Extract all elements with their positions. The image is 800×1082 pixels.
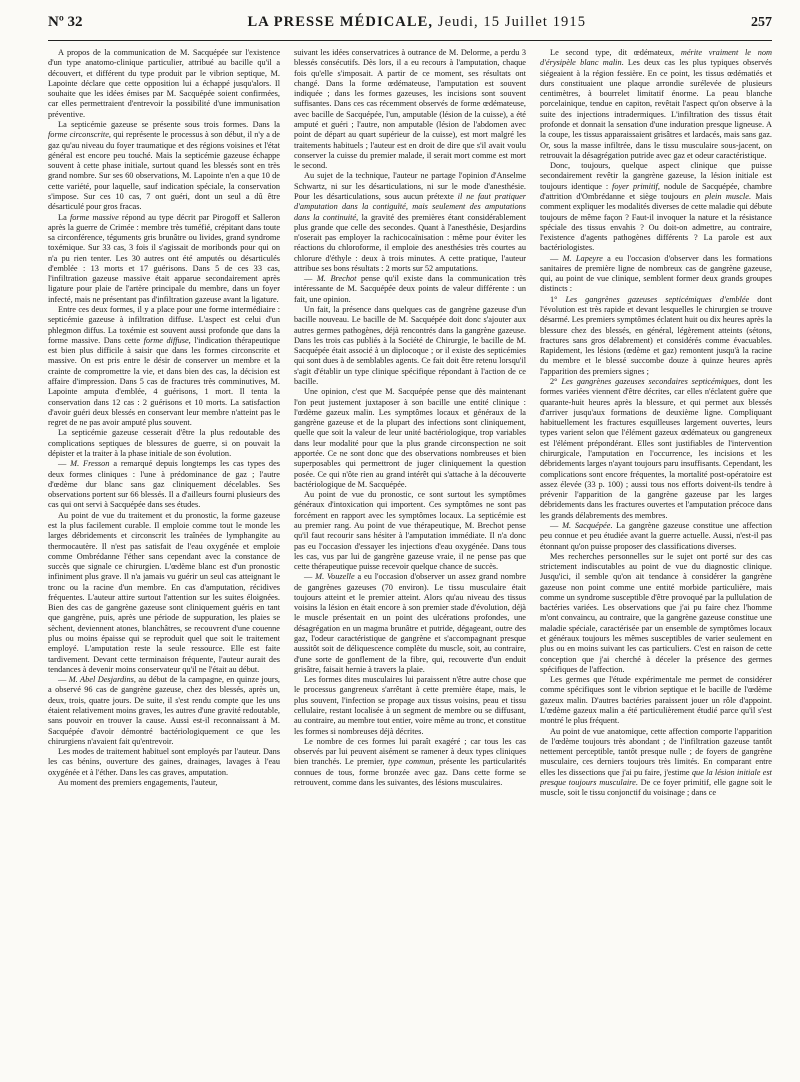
paragraph: — M. Fresson a remarqué depuis longtemps les cas types des deux formes cliniques : l'une à prédominance de gaz ; l'autre d'œdème dur blanc sans gaz cliniquement décelables. Ses observations portent sur 66 blessés. Il a d'ailleurs fourni plusieurs des cas qui ont servi à Sacquépée dans ses études. (48, 459, 280, 510)
paragraph: Au point de vue anatomique, cette affection comporte l'apparition de l'œdème toujours très abondant ; de l'infiltration gazeuse tantôt nettement perceptible, tantôt presque nulle ; de foyers de gangrène musculaire, ces derniers toujours très limités. En comparant entre elles les dissections que j'ai pu faire, j'estime que la lésion initiale est presque toujours musculaire. De ce foyer primitif, elle gagne soit le muscle, soit le tissu conjonctif du voisinage ; dans ce (540, 726, 772, 798)
paragraph: A propos de la communication de M. Sacquépée sur l'existence d'un type anatomo-clinique particulier, attribué au bacille qu'il a découvert, et différent du type produit par le vibrion septique, M. Lapointe déclare que cette opposition lui a échappé jusqu'alors. Il souhaite que les idées émises par M. Sacquépée soient confirmées, car elles permettraient d'entrevoir la possibilité d'une immunisation préventive. (48, 48, 280, 119)
paragraph: Au moment des premiers engagements, l'auteur, (58, 777, 218, 787)
paragraph: Le nombre de ces formes lui paraît exagéré ; car tous les cas observés par lui peuvent aisément se ramener à deux types cliniques bien tranchés. Le premier, type commun, présente les particularités connues de tous, forme bronzée avec gaz. Dans cette forme se retrouvent, comme dans les suivantes, des lésions musculaires. (294, 736, 526, 787)
paragraph: 1° Les gangrènes gazeuses septicémiques d'emblée dont l'évolution est très rapide et devant lesquelles le chirurgien se trouve désarmé. Les premiers symptômes éclatent huit ou dix heures après la blessure chez des blessés, en général, légèrement atteints (sétons, fractures sans gros délabrement) et considérés comme évacuables. Rapidement, les lésions (œdème et gaz) remontent jusqu'à la racine du membre et le blessé succombe douze à quinze heures après l'apparition des premiers signes ; (540, 294, 772, 376)
paragraph: La septicémie gazeuse se présente sous trois formes. Dans la forme circonscrite, qui représente le processus à son début, il n'y a de gaz qu'au niveau du foyer traumatique et des régions voisines et l'état général est encore peu touché. Mais la septicémie gazeuse échappe souvent à cette phase initiale, surtout quand les blessés sont en très grand nombre. Sur ses 60 observations, M. Lapointe n'en a que 10 de cette variété, pour laquelle, sauf indication spéciale, la conservation s'impose. Sur ces 10 cas, 7 ont guéri, dont un seul a dû être désarticulé pour gros fracas. (48, 119, 280, 212)
paragraph: Au point de vue du traitement et du pronostic, la forme gazeuse est la plus facilement curable. Il emploie comme tout le monde les larges débridements et circonscrit les traînées de lymphangite au thermocautère. Il n'est pas satisfait de l'eau oxygénée et emploie comme Ombrédanne l'éther sans cependant avec la constance de succès que signale ce chirurgien. L'œdème blanc est d'un pronostic infiniment plus grave. Il n'a jamais vu guérir un seul cas atteignant le tronc ou la racine d'un membre. En cas d'amputation, récidives fréquentes. L'auteur attire surtout l'attention sur les suites éloignées. Bien des cas de gangrène gazeuse sont cliniquement guéris en tant que gangrène, puis, après une période de suppuration, les plaies se sèchent, deviennent atones, blanchâtres, se recouvrent d'une couenne plus ou moins épaisse qui se reproduit quel que soit le traitement employé. L'amputation reste la seule ressource. Elle est faite tardivement. Devant cette terminaison fréquente, l'auteur aurait des tendances à devenir moins conservateur qu'il ne l'était au début. (48, 510, 280, 674)
paragraph: — M. Sacquépée. La gangrène gazeuse constitue une affection peu connue et peu étudiée avant la guerre actuelle. Aussi, n'est-il pas étonnant qu'on puisse proposer des classifications diverses. (540, 520, 772, 551)
paragraph: Au point de vue du pronostic, ce sont surtout les symptômes généraux d'intoxication qui importent. Ces symptômes ne sont pas forcément en rapport avec les symptômes locaux. La septicémie est au premier rang. Au point de vue thérapeutique, M. Brechot pense qu'il faut recourir sans hésiter à l'amputation immédiate. Il n'a donc pas eu l'occasion d'essayer les injections d'eau oxygénée. Dans tous les cas, vus par lui de gangrène gazeuse vraie, il ne pense pas que cette thérapeutique puisse recevoir quelque chance de succès. (294, 490, 526, 572)
issue-number: Nº 32 (48, 14, 83, 30)
paragraph: suivant les idées conservatrices à outrance de M. Delorme, a perdu 3 blessés consécutifs. Dès lors, il a eu recours à l'amputation, chaque fois qu'elle s'imposait. A partir de ce moment, ses résultats ont changé. Dans la forme œdémateuse, l'amputation est souvent indiquée ; dans les formes gazeuses, les incisions sont souvent suffisantes. Dans ces cas récemment observés de forme œdémateuse, avec bacille de Sacquépée, l'un, amputable (lésion de la cuisse), a été amputé et guéri ; l'autre, non amputable (lésion de l'abdomen avec point de départ au quart supérieur de la cuisse), est mort malgré les traitements habituels ; l'auteur est en droit de dire que s'il avait voulu conserver la cuisse du premier malade, il serait mort comme est mort le second. (294, 48, 526, 171)
paragraph: La forme massive répond au type décrit par Pirogoff et Salleron après la guerre de Crimée : membre très tuméfié, crépitant dans toute sa circonférence, téguments gris brunâtre ou livides, grand syndrome toxémique. Sur 33 cas, 3 fois il s'agissait de moribonds pour qui on n'a pu rien tenter. Les 30 autres ont été amputés ou désarticulés d'emblée : 13 morts et 17 guérisons. Dans 5 de ces 33 cas, l'infiltration gazeuse massive était apparue secondairement après ligature pour plaie de l'artère principale du membre, dans un foyer infecté, mais ne présentant pas d'infiltration gazeuse avant la ligature. (48, 212, 280, 304)
paragraph: Entre ces deux formes, il y a place pour une forme intermédiaire : septicémie gazeuse à infiltration diffuse. L'aspect est celui d'un phlegmon diffus. La toxémie est souvent aussi profonde que dans la forme massive. Dans cette forme diffuse, l'indication thérapeutique est bien plus difficile à saisir que dans les formes circonscrite et massive. On est pris entre le désir de conserver un membre et la crainte de compromettre la vie, et dans bien des cas, la décision est affaire d'impression. Dans 5 cas de fractures très comminutives, M. Lapointe amputa d'emblée, 4 guérisons, 1 mort. Il tenta la conservation dans 12 cas : 2 guérisons et 10 morts. La satisfaction d'avoir guéri deux blessés en conservant leur membre n'atteint pas le regret de ne pas avoir amputé plus souvent. (48, 305, 280, 428)
paragraph: Un fait, la présence dans quelques cas de gangrène gazeuse d'un bacille nouveau. Le bacille de M. Sacquépée doit donc s'ajouter aux autres germes pathogènes, déjà rencontrés dans la gangrène gazeuse. Dans les trois cas publiés à la Société de Chirurgie, le bacille de M. Sacquépée était associé à un diplocoque ; or il existe des septicémies qui sont dues à de semblables agents. Ce fait doit être retenu lorsqu'il s'agit d'établir un type clinique spécifique répondant à l'action de ce bacille. (294, 305, 526, 386)
journal-name: LA PRESSE MÉDICALE, (247, 14, 434, 30)
column-3 (540, 48, 772, 1060)
paragraph: 2° Les gangrènes gazeuses secondaires septicémiques, dont les formes variées viennent d'être décrites, car elles n'éclatent guère que quarante-huit heures après la blessure, et qui permet aux blessés d'arriver jusqu'aux formations de deuxième ligne. Compliquant habituellement les fractures esquilleuses largement ouvertes, leurs types varient selon que l'élément gazeux œdémateux ou gangreneux est l'élément prépondérant. Elles sont justifiables de l'intervention chirurgicale, l'amputation en l'occurrence, les incisions et les débridements larges n'ayant toujours paru insuffisants. Cependant, les complications sont encore fréquentes, la mortalité post-opératoire est assez élevée (33 p. 100) ; aussi tous nos efforts doivent-ils tendre à prévenir l'apparition de la gangrène gazeuse par les larges débridements dans les fractures ouvertes et l'amputation précoce dans les grands délabrements des membres. (540, 377, 772, 520)
column-2 (294, 48, 526, 1060)
paragraph: Les modes de traitement habituel sont employés par l'auteur. Dans les cas bénins, ouverture des gaines, drainages, lavages à l'eau oxygénée et à l'éther. Dans les cas graves, amputation. (48, 747, 280, 777)
issue-date: Jeudi, 15 Juillet 1915 (437, 14, 587, 30)
paragraph: Une opinion, c'est que M. Sacquépée pense que dès maintenant l'on peut justement juxtaposer à son bacille une entité clinique : l'œdème gazeux malin. Les symptômes locaux et généraux de la gangrène gazeuse et de la plupart des infections sont cliniquement, quelle que soit la valeur de leur unité bactériologique, trop variables dans leur modalité pour que la plus grande circonspection ne soit apportée. Ce ne sont donc que des observations nombreuses et bien superposables qui permettront de juger cliniquement la question posée. Ce qui n'ôte rien au grand intérêt qui s'attache à la découverte bactériologique de M. Sacquépée. (294, 387, 526, 489)
running-header (48, 14, 772, 41)
column-1 (48, 48, 280, 1060)
text-columns (48, 48, 772, 1060)
paragraph: — M. Lapeyre a eu l'occasion d'observer dans les formations sanitaires de première ligne de nombreux cas de gangrène gazeuse, qui, au point de vue clinique, semblent former deux grands groupes distincts : (540, 253, 772, 294)
header-title (247, 14, 586, 31)
paragraph: Le second type, dit œdémateux, mérite vraiment le nom d'érysipèle blanc malin. Les deux cas les plus typiques observés siégeaient à la région fessière. En ce point, les tissus œdématiés et durs constituaient une plaque arrondie surélevée de plusieurs centimètres, à bourrelet limitatif énorme. La peau blanche porcelainique, tendue en capiton, revêtait l'aspect qu'on observe à la suite des injections intradermiques. L'infiltration des tissus était profonde et donnait la sensation d'une induration presque ligneuse. A la coupe, les tissus apparaissaient grisâtres et lardacés, mais sans gaz. Or, sous la masse infiltrée, dans le tissu musculaire sous-jacent, on retrouvait la désagrégation putride avec gaz et odeur caractéristique. (540, 48, 772, 160)
paragraph: Donc, toujours, quelque aspect clinique que puisse secondairement revêtir la gangrène gazeuse, la lésion initiale est toujours identique : foyer primitif, nodule de Sacquépée, chambre d'attrition d'Ombrédanne et siège toujours en plein muscle. Mais comment expliquer les modalités diverses de cette maladie qui débute toujours de même façon ? Faut-il invoquer la nature et la résistance spéciale des tissus envahis ? Ou doit-on admettre, au contraire, l'existence d'agents pathogènes différents ? La parole est aux bactériologistes. (540, 161, 772, 253)
paragraph: — M. Abel Desjardins, au début de la campagne, en quinze jours, a observé 96 cas de gangrène gazeuse, chez des blessés, après un, deux, trois, quatre jours. De suite, il s'est rendu compte que les uns étaient relativement moins graves, les autres d'une gravité redoutable, sans pouvoir en trouver la cause. Aussi est-il reconnaissant à M. Sacquépée d'avoir démontré bactériologiquement ce que les chirurgiens n'avaient fait qu'entrevoir. (48, 675, 280, 746)
paragraph: Les germes que l'étude expérimentale me permet de considérer comme spécifiques sont le vibrion septique et le bacille de l'œdème gazeux malin. D'autres bactéries paraissent jouer un rôle d'appoint. L'œdème gazeux malin a été particulièrement étudié parce qu'il s'est montré le plus fréquent. (540, 675, 772, 726)
paragraph: — M. Vouzelle a eu l'occasion d'observer un assez grand nombre de gangrènes gazeuses (70 environ). Le tissu musculaire était toujours atteint et le premier atteint. Alors qu'au niveau des tissus voisins la lésion en était encore à son premier stade d'évolution, déjà le muscle présentait en un point des ulcérations profondes, une désagrégation en un magma brunâtre et putride, dégageant, outre des gaz, l'odeur caractéristique de gangrène et s'accompagnant presque aussitôt soit de déliquescence complète du muscle, soit, au contraire, d'une sorte de gonflement de la fibre, qui, recouverte d'un enduit grisâtre, faisait hernie à travers la plaie. (294, 572, 526, 674)
paragraph: Au sujet de la technique, l'auteur ne partage l'opinion d'Anselme Schwartz, ni sur les désarticulations, ni sur le mode d'anesthésie. Pour les désarticulations, sous aucun prétexte il ne faut pratiquer d'amputation dans la contiguïté, mais seulement des amputations dans la continuité, la gravité des premières étant considérablement plus grande que celle des secondes. Quant à l'anesthésie, Desjardins n'oserait pas employer la rachicocaïnisation : même pour éviter les réactions du chloroforme, il emploie des anesthésies très courtes au chlorure d'éthyle : deux à trois minutes. A cette pratique, l'auteur attribue ses bons résultats : 2 morts sur 52 amputations. (294, 171, 526, 273)
paragraph: — M. Brechot pense qu'il existe dans la communication très intéressante de M. Sacquépée deux points de valeur différente : un fait, une opinion. (294, 274, 526, 304)
paragraph: La septicémie gazeuse cesserait d'être la plus redoutable des complications septiques de blessures de guerre, si on pouvait la dépister et la traiter à la phase initiale de son évolution. (48, 428, 280, 458)
paragraph: Les formes dites musculaires lui paraissent n'être autre chose que le processus gangreneux s'arrêtant à cette première étape, mais, le plus souvent, l'infection se propage aux tissus voisins, peau et tissu cellulaire, restant localisée à un segment de membre ou se diffusant, au contraire, au membre tout entier, voire même au tronc, et constitue les formes si nombreuses déjà décrites. (294, 675, 526, 736)
page-number: 257 (751, 15, 772, 30)
paragraph: Mes recherches personnelles sur le sujet ont porté sur des cas strictement indiscutables au point de vue du diagnostic clinique. Jusqu'ici, il semble qu'on ait tendance à considérer la gangrène gazeuse non point comme une entité morbide particulière, mais comme un syndrome susceptible d'être provoqué par la pullulation de bactéries variées. Les observations que j'ai pu faire chez l'homme m'ont convaincu, au contraire, que la gangrène gazeuse constitue une maladie spéciale, caractérisée par un ensemble de symptômes locaux et généraux toujours les mêmes susceptibles de varier seulement en plus ou en moins suivant les cas particuliers. C'est en raison de cette conception que j'ai cherché à déceler la présence des germes spécifiques de l'affection. (540, 551, 772, 674)
